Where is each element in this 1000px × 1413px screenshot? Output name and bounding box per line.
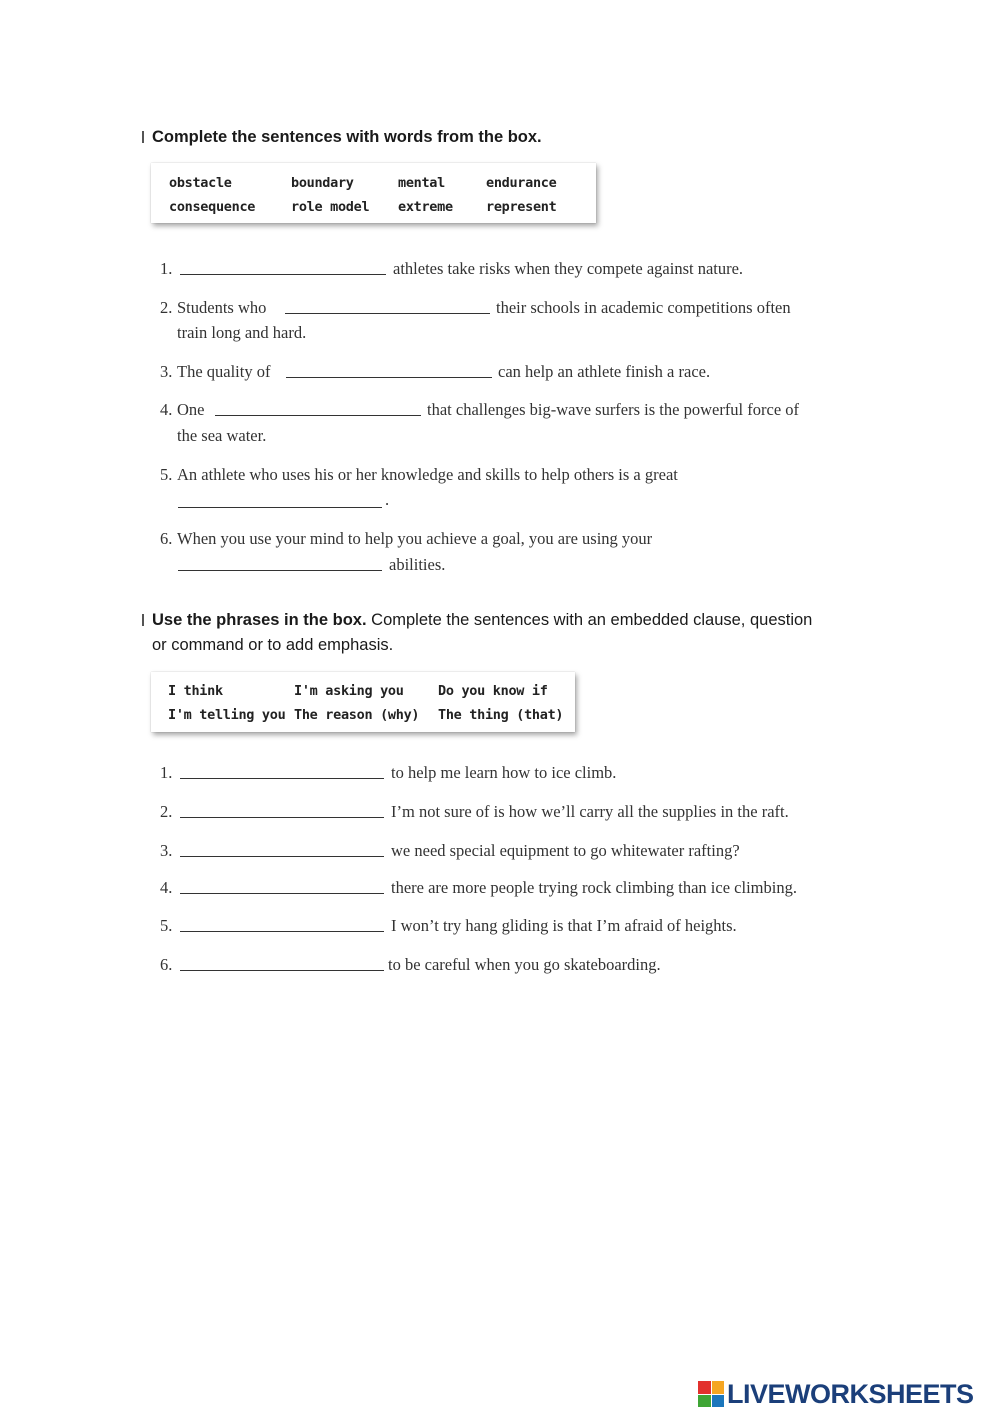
phrase-the-reason-why: The reason (why) [294,707,420,723]
logo-badge-icon [698,1381,724,1407]
word-role-model: role model [291,199,370,215]
logo-badge-green [698,1395,711,1408]
section-2-instruction: Use the phrases in the box. Complete the sentences with an embedded clause, question [152,611,813,629]
word-mental: mental [398,175,445,191]
s2-blank-2[interactable] [180,817,384,818]
word-extreme: extreme [398,199,453,215]
phrase-im-asking-you: I'm asking you [294,683,404,699]
s1-blank-5[interactable] [178,507,382,508]
section-2-marker [142,614,144,626]
s2-blank-3[interactable] [180,856,384,857]
word-box [151,163,596,223]
s1-blank-1[interactable] [180,274,386,275]
phrase-box [151,672,575,732]
phrase-i-think: I think [168,683,223,699]
word-endurance: endurance [486,175,557,191]
word-boundary: boundary [291,175,354,191]
s1-blank-2[interactable] [285,313,490,314]
phrase-the-thing-that: The thing (that) [438,707,564,723]
s2-blank-1[interactable] [180,778,384,779]
logo-badge-red [698,1381,711,1394]
s1-blank-3[interactable] [286,377,492,378]
phrase-im-telling-you: I'm telling you [168,707,286,723]
phrase-do-you-know-if: Do you know if [438,683,548,699]
liveworksheets-logo[interactable] [698,1378,974,1410]
logo-badge-blue [712,1395,725,1408]
section-2-instruction-line2: or command or to add emphasis. [152,636,394,654]
s2-blank-6[interactable] [180,970,384,971]
s1-blank-4[interactable] [215,415,421,416]
s1-blank-6[interactable] [178,570,382,571]
word-consequence: consequence [169,199,256,215]
s2-blank-5[interactable] [180,931,384,932]
s2-blank-4[interactable] [180,893,384,894]
word-obstacle: obstacle [169,175,232,191]
section-1-instruction: Complete the sentences with words from the box. [152,128,542,146]
logo-badge-orange [712,1381,725,1394]
logo-text: LIVEWORKSHEETS [727,1378,974,1409]
word-represent: represent [486,199,557,215]
section-1-marker [142,131,144,143]
